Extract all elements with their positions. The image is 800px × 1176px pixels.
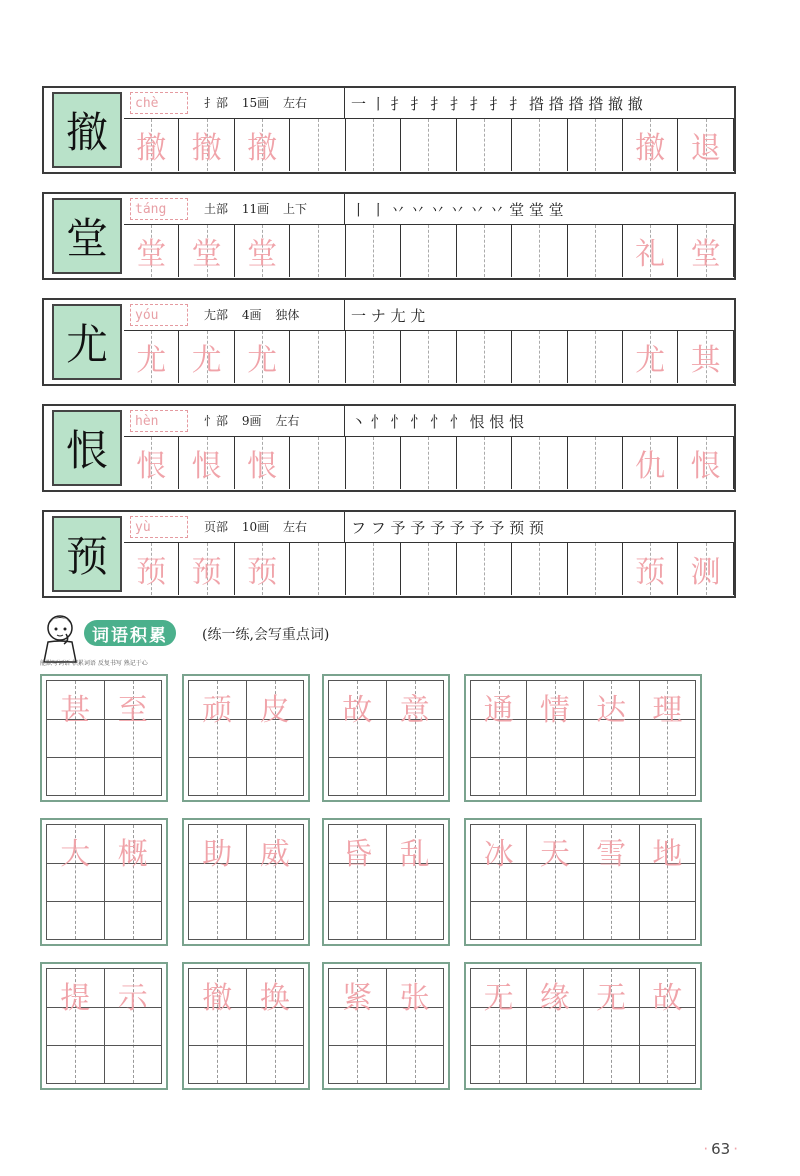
word-cell[interactable] xyxy=(328,968,387,1084)
practice-cell[interactable] xyxy=(678,543,733,595)
practice-cell[interactable] xyxy=(235,543,290,595)
practice-cell[interactable] xyxy=(401,225,456,277)
trace-char: 示 xyxy=(117,981,148,1016)
practice-cell[interactable] xyxy=(623,543,678,595)
trace-char: 意 xyxy=(399,693,430,728)
trace-char: 紧 xyxy=(342,981,373,1016)
trace-char: 堂 xyxy=(191,237,222,272)
word-cell[interactable] xyxy=(387,680,445,796)
word-cell[interactable] xyxy=(470,680,527,796)
structure: 左右 xyxy=(282,520,307,534)
word-cell[interactable] xyxy=(328,680,387,796)
char-info xyxy=(204,94,317,111)
practice-cell[interactable] xyxy=(235,119,290,171)
trace-char: 恨 xyxy=(690,449,721,484)
stroke-order: 丶 忄 忄 忄 忄 忄 恨 恨 恨 xyxy=(344,406,734,436)
practice-cell[interactable] xyxy=(124,119,179,171)
practice-cell[interactable] xyxy=(346,119,401,171)
char-info xyxy=(204,518,317,535)
word-cell[interactable] xyxy=(584,968,640,1084)
practice-cell[interactable] xyxy=(568,331,623,383)
practice-cell[interactable] xyxy=(235,225,290,277)
trace-char: 皮 xyxy=(259,693,290,728)
word-cell[interactable] xyxy=(387,968,445,1084)
practice-cell[interactable] xyxy=(457,331,512,383)
practice-cell[interactable] xyxy=(623,225,678,277)
main-character: 恨 xyxy=(52,410,122,486)
word-cell[interactable] xyxy=(470,968,527,1084)
practice-cell[interactable] xyxy=(179,543,234,595)
structure: 左右 xyxy=(275,414,300,428)
trace-char: 威 xyxy=(259,837,290,872)
radical: 页部 xyxy=(204,520,229,534)
practice-cell[interactable] xyxy=(568,437,623,489)
trace-char: 预 xyxy=(191,555,222,590)
trace-char: 理 xyxy=(652,693,683,728)
trace-char: 堂 xyxy=(247,237,278,272)
trace-char: 甚 xyxy=(60,693,91,728)
word-practice-box xyxy=(40,962,168,1090)
stroke-order: 丨 丨 丷 丷 丷 丷 丷 丷 堂 堂 堂 xyxy=(344,194,734,224)
trace-char: 恨 xyxy=(191,449,222,484)
word-practice-box xyxy=(40,818,168,946)
practice-cell[interactable] xyxy=(346,543,401,595)
trace-char: 无 xyxy=(483,981,514,1016)
trace-char: 大 xyxy=(60,837,91,872)
word-cell[interactable] xyxy=(105,680,163,796)
word-cell[interactable] xyxy=(188,824,247,940)
trace-char: 预 xyxy=(635,555,666,590)
char-practice-row xyxy=(42,86,736,174)
trace-char: 故 xyxy=(342,693,373,728)
practice-cell[interactable] xyxy=(512,437,567,489)
word-cell[interactable] xyxy=(105,824,163,940)
char-practice-row xyxy=(42,298,736,386)
trace-char: 无 xyxy=(596,981,627,1016)
page-number: · 63 · xyxy=(703,1140,738,1158)
word-cell[interactable] xyxy=(105,968,163,1084)
practice-grid xyxy=(124,436,734,489)
char-practice-row xyxy=(42,192,736,280)
stroke-count: 4画 xyxy=(241,308,262,322)
trace-char: 测 xyxy=(690,555,721,590)
practice-cell[interactable] xyxy=(124,225,179,277)
word-cell[interactable] xyxy=(46,968,105,1084)
trace-char: 退 xyxy=(690,131,721,166)
practice-cell[interactable] xyxy=(512,119,567,171)
trace-char: 撤 xyxy=(247,131,278,166)
practice-grid xyxy=(124,118,734,171)
word-practice-box xyxy=(322,674,450,802)
practice-cell[interactable] xyxy=(623,437,678,489)
practice-cell[interactable] xyxy=(346,225,401,277)
char-info xyxy=(204,200,317,217)
practice-cell[interactable] xyxy=(179,331,234,383)
trace-char: 尤 xyxy=(191,343,222,378)
word-cell[interactable] xyxy=(470,824,527,940)
practice-cell[interactable] xyxy=(124,543,179,595)
trace-char: 仇 xyxy=(635,449,666,484)
word-cell[interactable] xyxy=(188,968,247,1084)
section-subtitle: (练一练,会写重点词) xyxy=(202,627,330,643)
trace-char: 撤 xyxy=(202,981,233,1016)
trace-char: 通 xyxy=(483,693,514,728)
word-cell[interactable] xyxy=(247,968,305,1084)
char-info xyxy=(204,412,309,429)
main-character: 预 xyxy=(52,516,122,592)
practice-cell[interactable] xyxy=(568,119,623,171)
word-practice-box xyxy=(322,818,450,946)
word-cell[interactable] xyxy=(247,824,305,940)
practice-cell[interactable] xyxy=(678,225,733,277)
stroke-count: 11画 xyxy=(241,202,270,216)
radical: 扌部 xyxy=(204,96,229,110)
trace-char: 预 xyxy=(136,555,167,590)
trace-char: 提 xyxy=(60,981,91,1016)
main-character: 撤 xyxy=(52,92,122,168)
trace-char: 堂 xyxy=(690,237,721,272)
word-cell[interactable] xyxy=(188,680,247,796)
trace-char: 撤 xyxy=(136,131,167,166)
section-caption: 能默写词语 积累词语 反复书写 熟记于心 xyxy=(40,660,148,667)
trace-char: 恨 xyxy=(136,449,167,484)
trace-char: 天 xyxy=(539,837,570,872)
stroke-order: 一 ナ 尢 尤 xyxy=(344,300,734,330)
trace-char: 地 xyxy=(652,837,683,872)
trace-char: 情 xyxy=(539,693,570,728)
word-practice-box xyxy=(464,818,702,946)
stroke-order: 一 丨 扌 扌 扌 扌 扌 扌 扌 揝 揝 揝 揝 撤 撤 xyxy=(344,88,734,118)
word-cell[interactable] xyxy=(527,824,583,940)
trace-char: 概 xyxy=(117,837,148,872)
trace-char: 换 xyxy=(259,981,290,1016)
structure: 独体 xyxy=(275,308,300,322)
practice-cell[interactable] xyxy=(457,437,512,489)
practice-cell[interactable] xyxy=(235,331,290,383)
trace-char: 其 xyxy=(690,343,721,378)
stroke-count: 10画 xyxy=(241,520,270,534)
stroke-order: フ フ 予 予 予 予 予 予 预 预 xyxy=(344,512,734,542)
practice-cell[interactable] xyxy=(235,437,290,489)
word-cell[interactable] xyxy=(46,824,105,940)
thinking-kid-icon xyxy=(40,612,84,664)
practice-cell[interactable] xyxy=(124,437,179,489)
word-practice-box xyxy=(464,962,702,1090)
trace-char: 故 xyxy=(652,981,683,1016)
word-practice-box xyxy=(40,674,168,802)
pinyin: hèn xyxy=(130,410,188,432)
radical: 尢部 xyxy=(204,308,229,322)
trace-char: 顽 xyxy=(202,693,233,728)
trace-char: 堂 xyxy=(136,237,167,272)
practice-cell[interactable] xyxy=(678,437,733,489)
trace-char: 乱 xyxy=(399,837,430,872)
pinyin: chè xyxy=(130,92,188,114)
radical: 土部 xyxy=(204,202,229,216)
char-practice-row xyxy=(42,404,736,492)
trace-char: 达 xyxy=(596,693,627,728)
trace-char: 撤 xyxy=(191,131,222,166)
word-cell[interactable] xyxy=(527,680,583,796)
structure: 上下 xyxy=(282,202,307,216)
practice-cell[interactable] xyxy=(124,331,179,383)
practice-cell[interactable] xyxy=(290,543,345,595)
practice-cell[interactable] xyxy=(346,331,401,383)
practice-cell[interactable] xyxy=(401,543,456,595)
word-practice-box xyxy=(322,962,450,1090)
trace-char: 张 xyxy=(399,981,430,1016)
practice-cell[interactable] xyxy=(568,543,623,595)
practice-grid xyxy=(124,224,734,277)
word-cell[interactable] xyxy=(387,824,445,940)
practice-cell[interactable] xyxy=(623,331,678,383)
practice-cell[interactable] xyxy=(346,437,401,489)
trace-char: 恨 xyxy=(247,449,278,484)
main-character: 尤 xyxy=(52,304,122,380)
word-cell[interactable] xyxy=(328,824,387,940)
word-cell[interactable] xyxy=(584,824,640,940)
word-cell[interactable] xyxy=(640,824,696,940)
stroke-count: 15画 xyxy=(241,96,270,110)
trace-char: 昏 xyxy=(342,837,373,872)
practice-cell[interactable] xyxy=(179,437,234,489)
word-cell[interactable] xyxy=(640,968,696,1084)
pinyin: yóu xyxy=(130,304,188,326)
word-cell[interactable] xyxy=(247,680,305,796)
word-cell[interactable] xyxy=(640,680,696,796)
practice-cell[interactable] xyxy=(401,437,456,489)
trace-char: 助 xyxy=(202,837,233,872)
section-title: 词语积累 xyxy=(84,620,176,646)
practice-grid xyxy=(124,330,734,383)
word-practice-box xyxy=(182,674,310,802)
practice-cell[interactable] xyxy=(512,543,567,595)
practice-cell[interactable] xyxy=(457,543,512,595)
trace-char: 雪 xyxy=(596,837,627,872)
practice-cell[interactable] xyxy=(512,225,567,277)
trace-char: 尤 xyxy=(247,343,278,378)
practice-cell[interactable] xyxy=(401,331,456,383)
pinyin: yù xyxy=(130,516,188,538)
practice-grid xyxy=(124,542,734,595)
practice-cell[interactable] xyxy=(290,119,345,171)
practice-cell[interactable] xyxy=(179,225,234,277)
trace-char: 尤 xyxy=(635,343,666,378)
word-cell[interactable] xyxy=(584,680,640,796)
structure: 左右 xyxy=(282,96,307,110)
practice-cell[interactable] xyxy=(678,331,733,383)
practice-cell[interactable] xyxy=(290,437,345,489)
word-cell[interactable] xyxy=(46,680,105,796)
trace-char: 尤 xyxy=(136,343,167,378)
pinyin: táng xyxy=(130,198,188,220)
main-character: 堂 xyxy=(52,198,122,274)
practice-cell[interactable] xyxy=(179,119,234,171)
word-practice-box xyxy=(182,962,310,1090)
char-info xyxy=(204,306,309,323)
practice-cell[interactable] xyxy=(290,225,345,277)
trace-char: 礼 xyxy=(635,237,666,272)
practice-cell[interactable] xyxy=(457,119,512,171)
char-practice-row xyxy=(42,510,736,598)
trace-char: 缘 xyxy=(539,981,570,1016)
trace-char: 至 xyxy=(117,693,148,728)
radical: 忄部 xyxy=(204,414,229,428)
word-practice-box xyxy=(464,674,702,802)
trace-char: 撤 xyxy=(635,131,666,166)
stroke-count: 9画 xyxy=(241,414,262,428)
trace-char: 预 xyxy=(247,555,278,590)
practice-cell[interactable] xyxy=(457,225,512,277)
word-cell[interactable] xyxy=(527,968,583,1084)
practice-cell[interactable] xyxy=(512,331,567,383)
practice-cell[interactable] xyxy=(290,331,345,383)
practice-cell[interactable] xyxy=(623,119,678,171)
practice-cell[interactable] xyxy=(568,225,623,277)
practice-cell[interactable] xyxy=(678,119,733,171)
practice-cell[interactable] xyxy=(401,119,456,171)
word-practice-box xyxy=(182,818,310,946)
trace-char: 冰 xyxy=(483,837,514,872)
vocabulary-section-header xyxy=(40,610,460,670)
